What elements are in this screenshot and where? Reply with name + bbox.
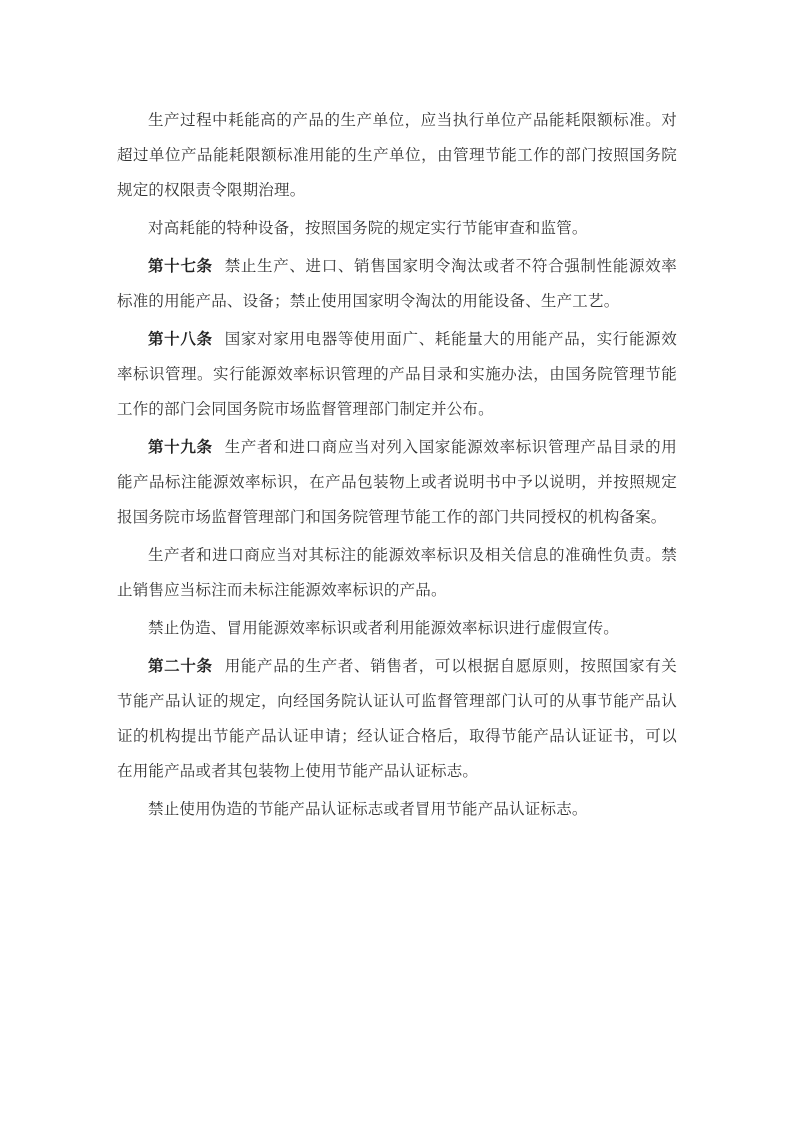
document-body	[117, 103, 677, 830]
paragraph-text: 禁止使用伪造的节能产品认证标志或者冒用节能产品认证标志。	[148, 800, 588, 818]
paragraph-text: 国家对家用电器等使用面广、耗能量大的用能产品，实行能源效率标识管理。实行能源效率标识管理的产品目录和实施办法，由国务院管理节能工作的部门会同国务院市场监督管理部门制定并公布。	[117, 330, 677, 418]
article-number: 第十九条	[148, 438, 213, 456]
paragraph-text: 禁止伪造、冒用能源效率标识或者利用能源效率标识进行虚假宣传。	[148, 619, 620, 637]
paragraph	[117, 792, 677, 827]
paragraph-text: 生产者和进口商应当对其标注的能源效率标识及相关信息的准确性负责。禁止销售应当标注而未标注能源效率标识的产品。	[117, 546, 677, 599]
paragraph	[117, 538, 677, 608]
article-number: 第十七条	[148, 257, 213, 275]
paragraph-text: 禁止生产、进口、销售国家明令淘汰或者不符合强制性能源效率标准的用能产品、设备；禁止使用国家明令淘汰的用能设备、生产工艺。	[117, 257, 677, 310]
paragraph	[117, 211, 677, 246]
paragraph-text: 生产者和进口商应当对列入国家能源效率标识管理产品目录的用能产品标注能源效率标识，在产品包装物上或者说明书中予以说明，并按照规定报国务院市场监督管理部门和国务院管理节能工作的部门共同授权的机构备案。	[117, 438, 677, 526]
paragraph-text: 对高耗能的特种设备，按照国务院的规定实行节能审查和监管。	[148, 219, 588, 237]
article-19-paragraph	[117, 430, 677, 535]
article-number: 第十八条	[148, 330, 213, 348]
article-number: 第二十条	[148, 657, 213, 675]
article-20-paragraph	[117, 649, 677, 789]
paragraph-text: 生产过程中耗能高的产品的生产单位，应当执行单位产品能耗限额标准。对超过单位产品能耗限额标准用能的生产单位，由管理节能工作的部门按照国务院规定的权限责令限期治理。	[117, 111, 677, 199]
paragraph	[117, 103, 677, 208]
paragraph-text: 用能产品的生产者、销售者，可以根据自愿原则，按照国家有关节能产品认证的规定，向经国务院认证认可监督管理部门认可的从事节能产品认证的机构提出节能产品认证申请；经认证合格后，取得节能产品认证证书，可以在用能产品或者其包装物上使用节能产品认证标志。	[117, 657, 677, 780]
paragraph	[117, 611, 677, 646]
article-17-paragraph	[117, 249, 677, 319]
article-18-paragraph	[117, 322, 677, 427]
